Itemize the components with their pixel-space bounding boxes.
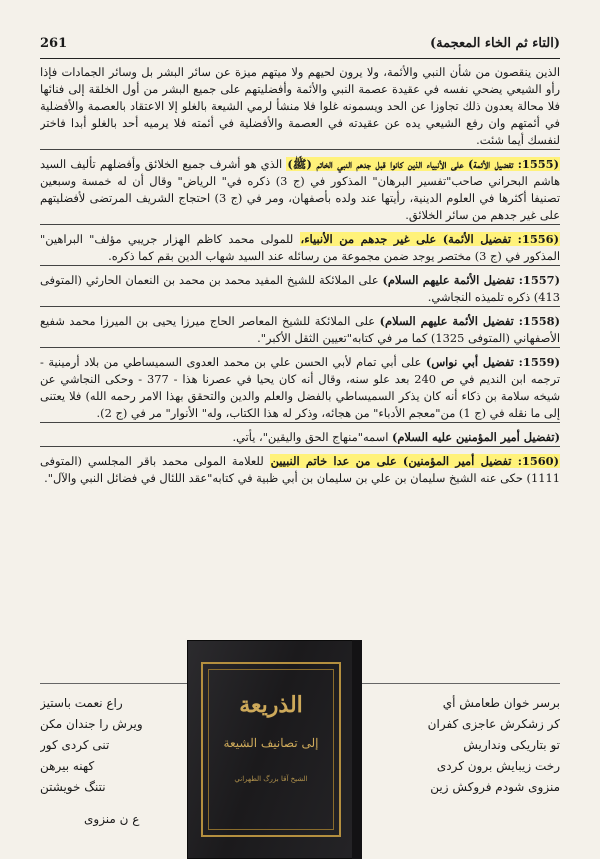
poem-hemistich: كر زشكرش عاجزى كفران bbox=[427, 717, 560, 731]
book-cover-image bbox=[187, 640, 362, 859]
entry-1558 bbox=[40, 306, 560, 347]
page-number: 261 bbox=[40, 36, 68, 51]
entry-heading: (1556: تفضيل الأئمة) على غير جدهم من الأنبياء، bbox=[300, 232, 559, 246]
entry-1555 bbox=[40, 149, 560, 224]
poem-hemistich: تنى كردى كور bbox=[40, 738, 110, 752]
page-header bbox=[40, 32, 560, 59]
poem-hemistich: برسر خوان طعامش أي bbox=[442, 696, 560, 710]
poem-hemistich: ويرش را جندان مكن bbox=[40, 717, 143, 731]
entry-text: الذي هو أشرف جميع الخلائق وأفضلهم تأليف السيد هاشم البحراني صاحب"تفسير البرهان" المذكور في (ج 3) ذكره في" الرياض" وقال أن له خمسة وسبعين تصنيفا أكثرها في العلوم الدينية، رأيتها عند ولده بأصفهان، ومر في (ج 3) احتجاج الشريف المرتضى لأفضليتهم على غير جدهم من سائر الخلائق. bbox=[40, 157, 560, 222]
entry-text: على الملائكة للشيخ المفيد محمد بن محمد بن النعمان الحارثي (المتوفى 413) ذكره تلميذه النجاشي. bbox=[40, 273, 560, 304]
entry-heading: (1555: تفضيل الأئمة) على الأنبياء الذين كانوا قبل جدهم النبي الخاتم (ﷺ) bbox=[287, 157, 559, 171]
entry-heading: (1558: تفضيل الأئمة عليهم السلام) bbox=[379, 314, 560, 328]
cover-author: الشيخ آقا بزرگ الطهراني bbox=[234, 775, 308, 783]
entry-1557 bbox=[40, 265, 560, 306]
main-text bbox=[40, 64, 560, 684]
poem-hemistich: نتنگ خويشتن bbox=[40, 780, 106, 794]
poem-hemistich: منزوى شودم فروكش زين bbox=[430, 780, 560, 794]
intro-paragraph: الذين ينقصون من شأن النبي والأئمة، ولا يرون لحيهم ولا ميتهم ميزة عن سائر البشر بل وسائر الجمادات فإذا رأو الشيعي يضحي نفسه في عقيدة عصمة النبي والأئمة وأفضليتهم على جميع البشر من أول الخلقة إلى فنائها فلا محالة يعدون ذلك تجاوزا عن الحد ويسمونه غلوا فلا منشأ لرمي الشيعة بالغلو إلا الاعتقاد بالعصمة والأفضلية في أئمتهم وان رفع الشيعي يده عن عقيدته في العصمة والأفضلية في أئمته فلا يرميه أحد بالغلو أبدا فاختر لنفسك أيما شئت. bbox=[40, 65, 560, 147]
poem-hemistich: تو بتاريكى ونداريش bbox=[463, 738, 560, 752]
entry-1559 bbox=[40, 347, 560, 422]
entry-heading: (تفضيل أمير المؤمنين عليه السلام) bbox=[391, 430, 560, 444]
entry-amir-al-muminin bbox=[40, 422, 560, 446]
section-title: (التاء ثم الخاء المعجمة) bbox=[430, 36, 560, 51]
cover-title: الذريعة bbox=[239, 692, 303, 718]
entry-text: على الملائكة للشيخ المعاصر الحاج ميرزا يحيى بن الميرزا محمد شفيع الأصفهاني (المتوفى 1325) كما مر في كتابه"تعيين الثقل الأكبر". bbox=[40, 314, 560, 345]
entry-heading: (1559: تفضيل أبي نواس) bbox=[425, 355, 560, 369]
signature: ع ن منزوى bbox=[84, 812, 140, 826]
entry-text: اسمه"منهاج الحق واليقين"، يأتي. bbox=[232, 430, 392, 444]
poem-hemistich: كهنه بيرهن bbox=[40, 759, 95, 773]
entry-text: على أبي تمام لأبي الحسن علي بن محمد العدوى السميساطي من بلاد أرمينية - ترجمه ابن النديم في ص 240 بعد علو سنه، وقال أنه كان يحيا في عصرنا هذا - 377 - وحكى النجاشي عن شيخه سلامة بن ذكاء أنه كان يذكر السميساطي بالفضل والعلم والدين والتحقق بهذا الامر رحمه الله) فلا يعتنى إلى ما نقله في (ج 1) من"معجم الأدباء" من هجائه، وذكر له هذا الكتاب، وله" الأنوار" مر في (ج 2). bbox=[40, 355, 560, 420]
poem-hemistich: راع نعمت باستيز bbox=[40, 696, 123, 710]
cover-frame bbox=[201, 662, 341, 837]
entry-heading: (1557: تفضيل الأئمة عليهم السلام) bbox=[382, 273, 560, 287]
book-spine bbox=[352, 640, 362, 859]
cover-subtitle: إلى تصانيف الشيعة bbox=[223, 736, 319, 750]
entry-text: للعلامة المولى محمد باقر المجلسي (المتوفى 1111) حكى عنه الشيخ سليمان بن علي بن سليمان بن أبي ظبية في كتابه"عقد اللئال في فضائل النبي والآل". bbox=[40, 454, 560, 485]
entry-text: للمولى محمد كاظم الهزار جريبي مؤلف" البراهين" المذكور في (ج 3) مختصر يوجد ضمن مجموعة من رسائله عند السيد شهاب الدين بقم كما ذكره. bbox=[40, 232, 560, 263]
entry-heading: (1560: تفضيل أمير المؤمنين) على من عدا خاتم النبيين bbox=[270, 454, 559, 468]
entry-1560 bbox=[40, 446, 560, 487]
poem-hemistich: رخت زيبايش برون كردى bbox=[436, 759, 560, 773]
entry-1556 bbox=[40, 224, 560, 265]
